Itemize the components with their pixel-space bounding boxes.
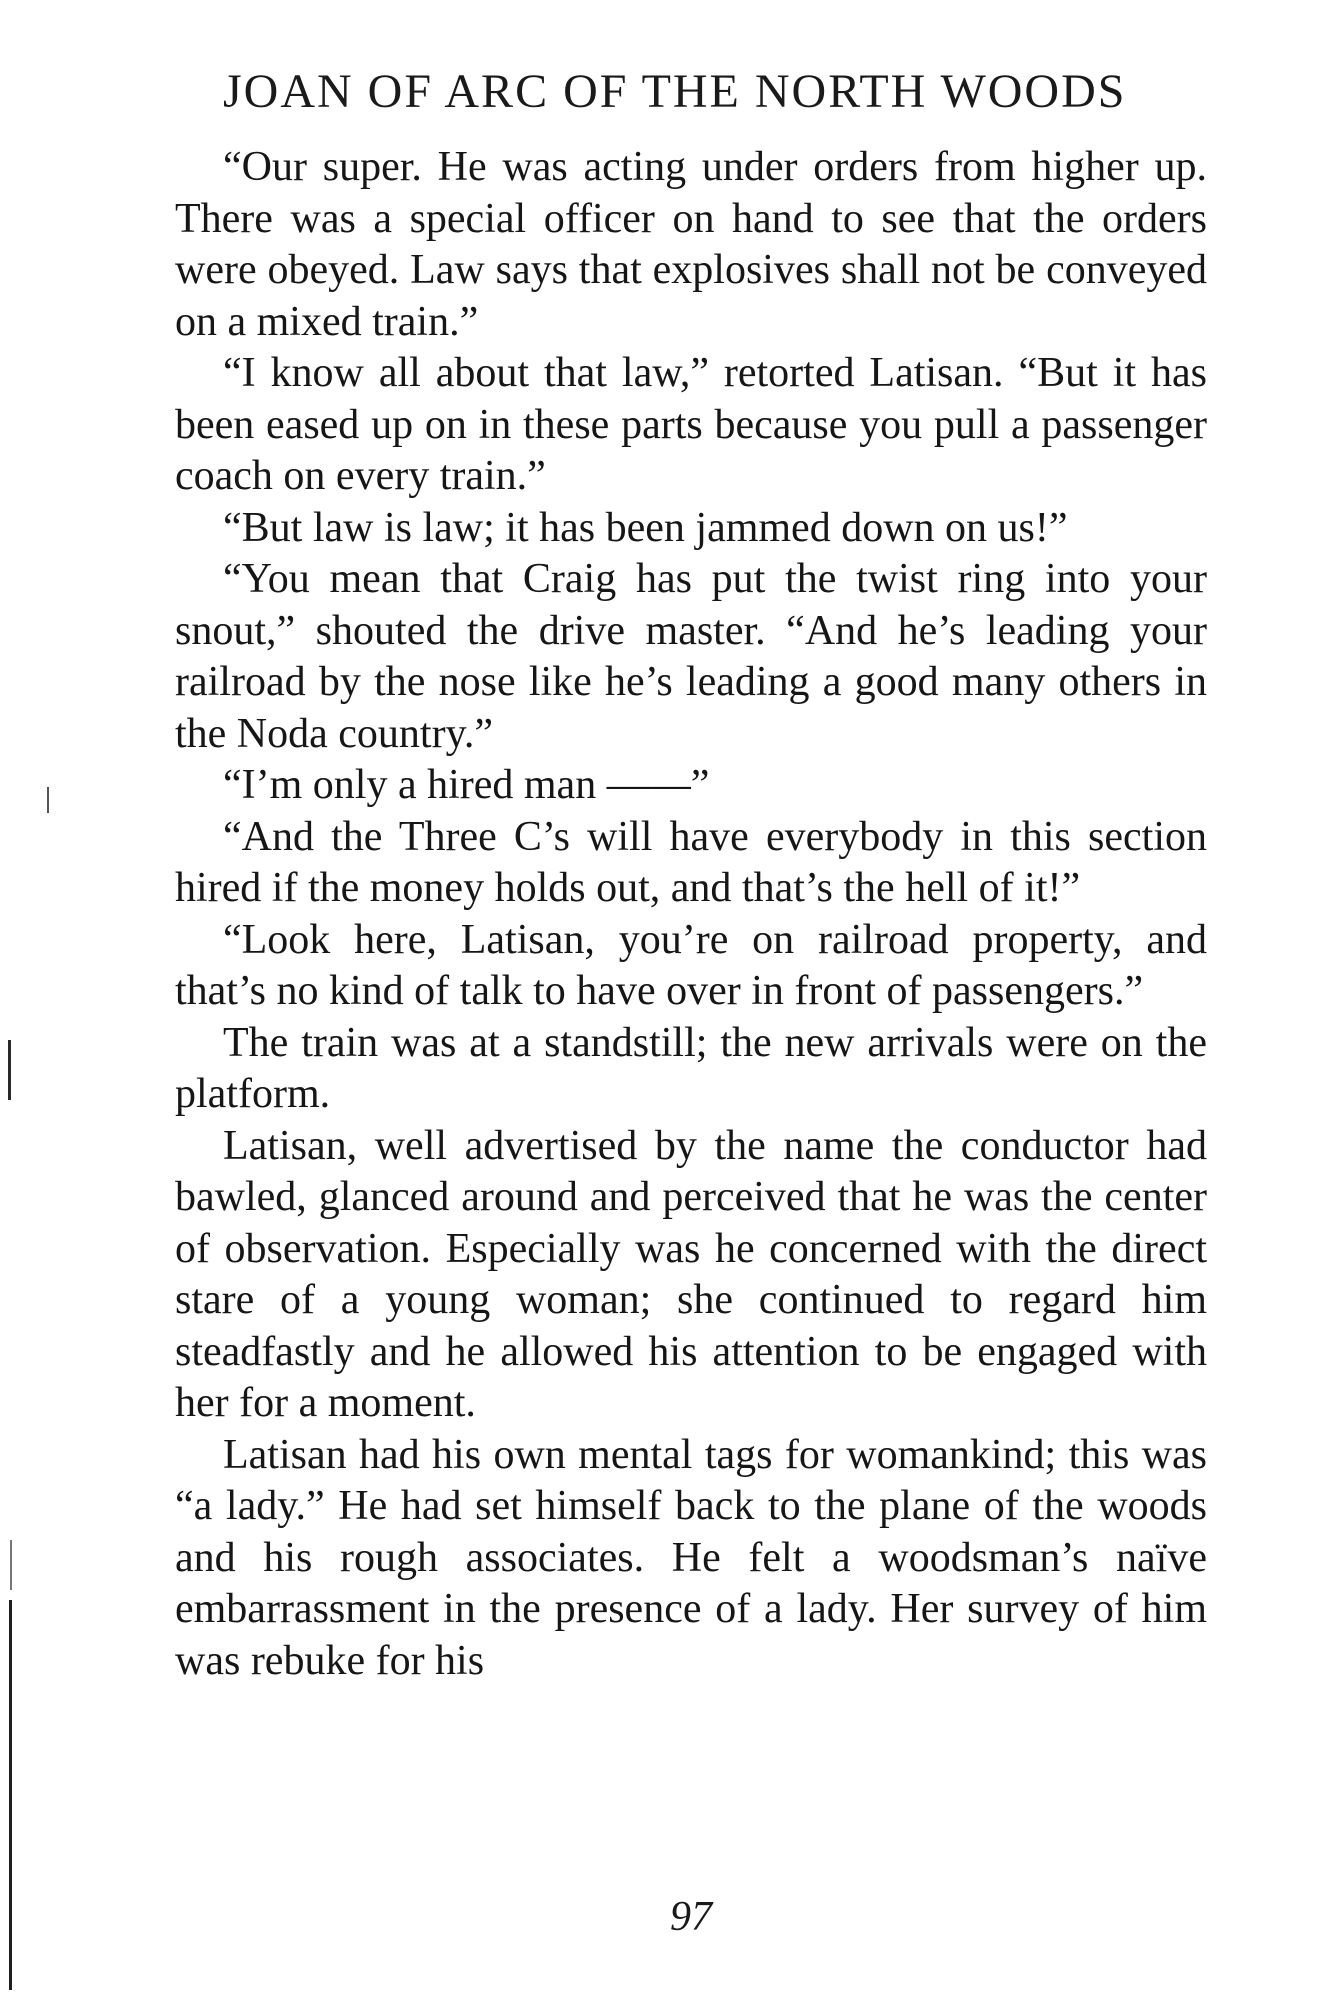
running-head: JOAN OF ARC OF THE NORTH WOODS bbox=[223, 65, 1127, 118]
paragraph: “Our super. He was acting under orders from higher up. There was a special officer on hand to see that the orders were obeyed. Law says that explosives shall not be conveyed on a mixed train.” bbox=[175, 144, 1207, 345]
page-content bbox=[175, 62, 1207, 1940]
paragraph: “Look here, Latisan, you’re on railroad property, and that’s no kind of talk to have over in front of passengers.” bbox=[175, 916, 1207, 1014]
paragraph: “I’m only a hired man ——” bbox=[223, 762, 710, 808]
paragraph: “And the Three C’s will have everybody in this section hired if the money holds out, and that’s the hell of it!” bbox=[175, 813, 1207, 911]
scan-edge-mark bbox=[9, 1600, 12, 1990]
body-text bbox=[175, 142, 1207, 1687]
scan-edge-mark bbox=[47, 787, 49, 813]
paragraph: The train was at a standstill; the new arrivals were on the platform. bbox=[175, 1019, 1207, 1117]
paragraph: “But law is law; it has been jammed down on us!” bbox=[223, 504, 1068, 551]
scan-edge-mark bbox=[8, 1040, 11, 1100]
scan-edge-mark bbox=[10, 1540, 12, 1590]
page-number: 97 bbox=[670, 1894, 712, 1940]
paragraph: “I know all about that law,” retorted Latisan. “But it has been eased up on in these parts because you pull a passenger coach on every train.” bbox=[175, 350, 1207, 499]
paragraph: Latisan, well advertised by the name the conductor had bawled, glanced around and perceived that he was the center of observation. Especially was he concerned with the direct stare of a young woman; she continued to regard him steadfastly and he allowed his attention to be engaged with her for a moment. bbox=[175, 1122, 1207, 1426]
paragraph: Latisan had his own mental tags for womankind; this was “a lady.” He had set himself back to the plane of the woods and his rough associates. He felt a woodsman’s naïve embarrassment in the presence of a lady. Her survey of him was rebuke for his bbox=[175, 1431, 1207, 1684]
paragraph: “You mean that Craig has put the twist ring into your snout,” shouted the drive master. “And he’s leading your railroad by the nose like he’s leading a good many others in the Noda country.” bbox=[175, 556, 1207, 757]
